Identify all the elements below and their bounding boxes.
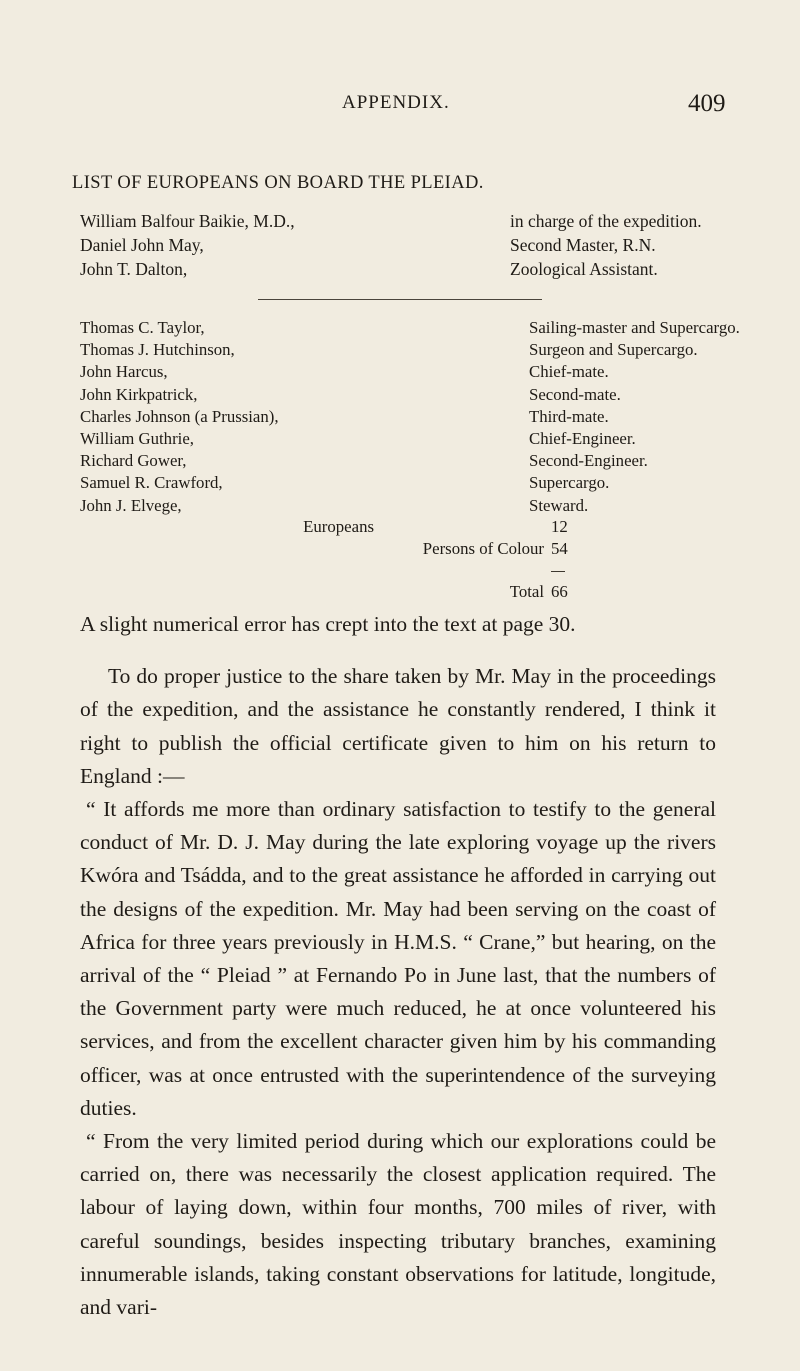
officer-name: John T. Dalton, — [80, 259, 188, 279]
europeans-tally — [214, 517, 374, 539]
crew-name: Thomas C. Taylor, — [80, 318, 205, 337]
officer-name: William Balfour Baikie, M.D., — [80, 211, 295, 231]
crew-role: Second-Engineer. — [529, 451, 648, 471]
crew-name: Charles Johnson (a Prussian), — [80, 406, 279, 426]
quoted-paragraph: “ It affords me more than ordinary satisfaction to testify to the general conduct of Mr. D. J. May during the late exploring voyage up the rivers Kwóra and Tsádda, and to the great assistance he afforded in carrying out the designs of the expedition. Mr. May had been serving on the coast of Africa for three years previously in H.M.S. “ Crane,” but hearing, on the arrival of the “ Pleiad ” at Fernando Po in June last, that the numbers of the Government party were much reduced, he at once volunteered his services, and from the excellent character given him by his commanding officer, was at once entrusted with the superintendence of the surveying duties. — [80, 797, 716, 1120]
total-label: Total — [509, 582, 544, 601]
section-divider — [258, 299, 542, 300]
list-title: LIST OF EUROPEANS ON BOARD THE PLEIAD. — [72, 173, 484, 193]
colour-label: Persons of Colour — [422, 539, 544, 558]
total-rule — [551, 571, 565, 572]
crew-name: Thomas J. Hutchinson, — [80, 340, 235, 360]
colour-tally — [100, 539, 544, 561]
crew-role: Third-mate. — [529, 406, 609, 426]
officer-role: in charge of the expedition. — [510, 211, 702, 231]
total-tally — [300, 582, 544, 604]
europeans-count: 12 — [551, 517, 568, 536]
colour-count: 54 — [551, 539, 568, 558]
crew-role: Surgeon and Supercargo. — [529, 340, 698, 360]
officer-name: Daniel John May, — [80, 235, 204, 255]
erratum-note: A slight numerical error has crept into the text at page 30. — [80, 612, 576, 636]
crew-name: John J. Elvege, — [80, 495, 182, 515]
crew-role: Second-mate. — [529, 384, 621, 404]
body-text — [80, 608, 716, 1324]
crew-name: Richard Gower, — [80, 451, 187, 471]
officer-role: Zoological Assistant. — [510, 259, 658, 279]
total-count: 66 — [551, 582, 568, 601]
quoted-paragraph: “ From the very limited period during which our explorations could be carried on, there was necessarily the closest application required. The labour of laying down, within four months, 700 miles of river, with careful soundings, besides inspecting tributary branches, examining innumerable islands, taking constant observations for latitude, longitude, and vari- — [80, 1129, 716, 1320]
officer-role: Second Master, R.N. — [510, 235, 656, 255]
crew-role: Chief-Engineer. — [529, 429, 636, 448]
crew-name: William Guthrie, — [80, 429, 194, 448]
crew-name: John Harcus, — [80, 362, 168, 382]
crew-name: Samuel R. Crawford, — [80, 473, 223, 493]
crew-role: Supercargo. — [529, 473, 610, 493]
crew-name: John Kirkpatrick, — [80, 384, 198, 404]
page-number: 409 — [688, 90, 726, 117]
running-title: APPENDIX. — [342, 92, 450, 113]
running-header — [0, 92, 800, 126]
paragraph: To do proper justice to the share taken by Mr. May in the proceedings of the expedition, and the assistance he constantly rendered, I think it right to publish the official certificate given to him on his return to England :— — [80, 664, 716, 788]
crew-role: Chief-mate. — [529, 362, 609, 382]
europeans-label: Europeans — [303, 517, 374, 536]
crew-role: Steward. — [529, 495, 589, 515]
crew-role: Sailing-master and Supercargo. — [529, 318, 740, 337]
